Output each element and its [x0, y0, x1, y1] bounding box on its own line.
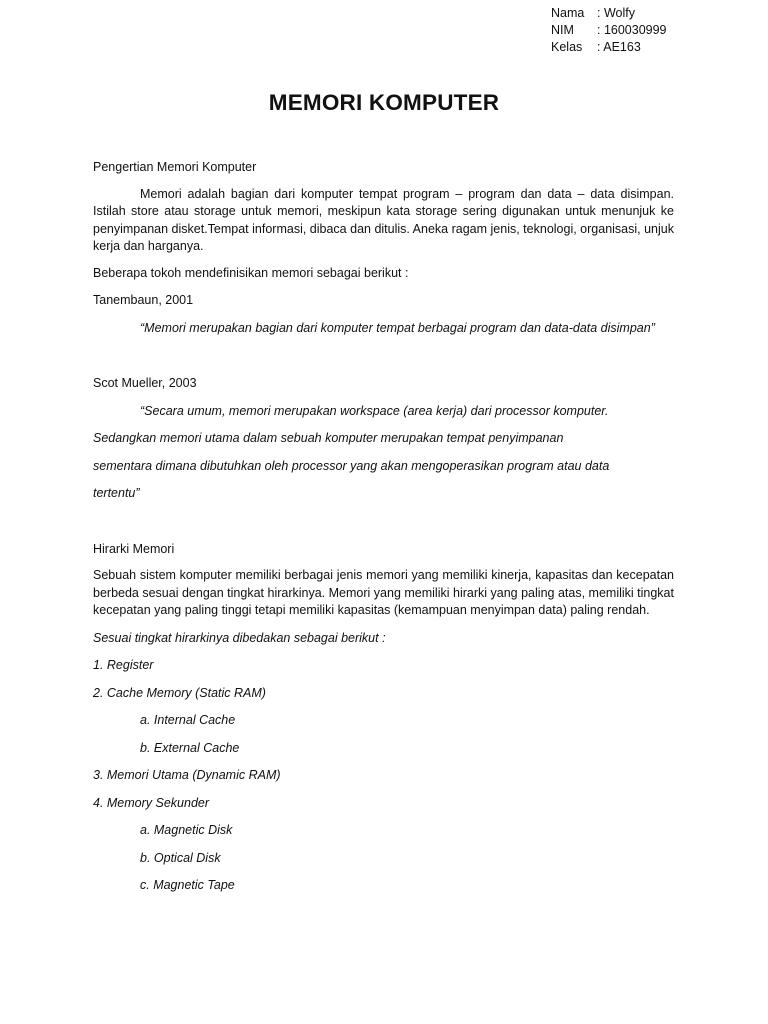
author-mueller: Scot Mueller, 2003 [93, 376, 197, 390]
identity-class-label: Kelas [551, 40, 583, 54]
student-identity-block [551, 5, 667, 56]
section-heading-hierarchy: Hirarki Memori [93, 541, 175, 556]
quote-tanembaun: “Memori merupakan bagian dari komputer tempat berbagai program dan data-data disimpan” [140, 320, 655, 335]
list-item: c. Magnetic Tape [140, 878, 235, 892]
section-heading-definition: Pengertian Memori Komputer [93, 160, 257, 174]
list-item: 3. Memori Utama (Dynamic RAM) [93, 768, 281, 782]
author-tanembaun: Tanembaun, 2001 [93, 293, 194, 307]
document-title: MEMORI KOMPUTER [268, 90, 500, 115]
identity-nim-row [551, 22, 667, 39]
identity-name-row [551, 5, 667, 22]
identity-class-value: : AE163 [597, 40, 641, 54]
definition-paragraph: Memori adalah bagian dari komputer tempat program – program dan data – data disimpan. Istilah store atau storage untuk memori, meskipun kata storage sering digunakan untuk menunjuk ke penyimpanan disket.Tempat informasi, dibaca dan ditulis. Aneka ragam jenis, teknologi, organisasi, unjuk kerja dan harganya. [93, 186, 674, 253]
hierarchy-paragraph: Sebuah sistem komputer memiliki berbagai jenis memori yang memiliki kinerja, kapasitas dan kecepatan berbeda sesuai dengan tingkat hirarkinya. Memori yang memiliki hirarki yang paling atas, memiliki tingkat kecepatan yang paling tinggi tetapi memiliki kapasitas (kemampuan menyimpan data) paling rendah. [93, 568, 674, 617]
quote-mueller-line-2: Sedangkan memori utama dalam sebuah komputer merupakan tempat penyimpanan [93, 431, 564, 445]
list-item: 1. Register [93, 658, 154, 672]
quote-mueller-line-4: tertentu” [93, 486, 140, 500]
identity-nim-label: NIM [551, 23, 574, 37]
document-body [93, 159, 674, 895]
list-item: a. Internal Cache [140, 713, 236, 727]
list-item: a. Magnetic Disk [140, 823, 233, 837]
list-item: 4. Memory Sekunder [93, 795, 210, 810]
identity-name-label: Nama [551, 6, 585, 20]
list-item: 2. Cache Memory (Static RAM) [93, 685, 266, 700]
identity-class-row [551, 39, 667, 56]
list-item: b. Optical Disk [140, 850, 221, 865]
list-item: b. External Cache [140, 740, 240, 755]
quote-mueller-line-3: sementara dimana dibutuhkan oleh processor yang akan mengoperasikan program atau data [93, 458, 610, 473]
quote-mueller-line-1: “Secara umum, memori merupakan workspace (area kerja) dari processor komputer. [140, 403, 609, 418]
identity-name-value: : Wolfy [597, 6, 635, 20]
identity-nim-value: : 160030999 [597, 23, 667, 37]
hierarchy-intro: Sesuai tingkat hirarkinya dibedakan sebagai berikut : [93, 630, 386, 645]
definition-intro: Beberapa tokoh mendefinisikan memori sebagai berikut : [93, 265, 409, 280]
